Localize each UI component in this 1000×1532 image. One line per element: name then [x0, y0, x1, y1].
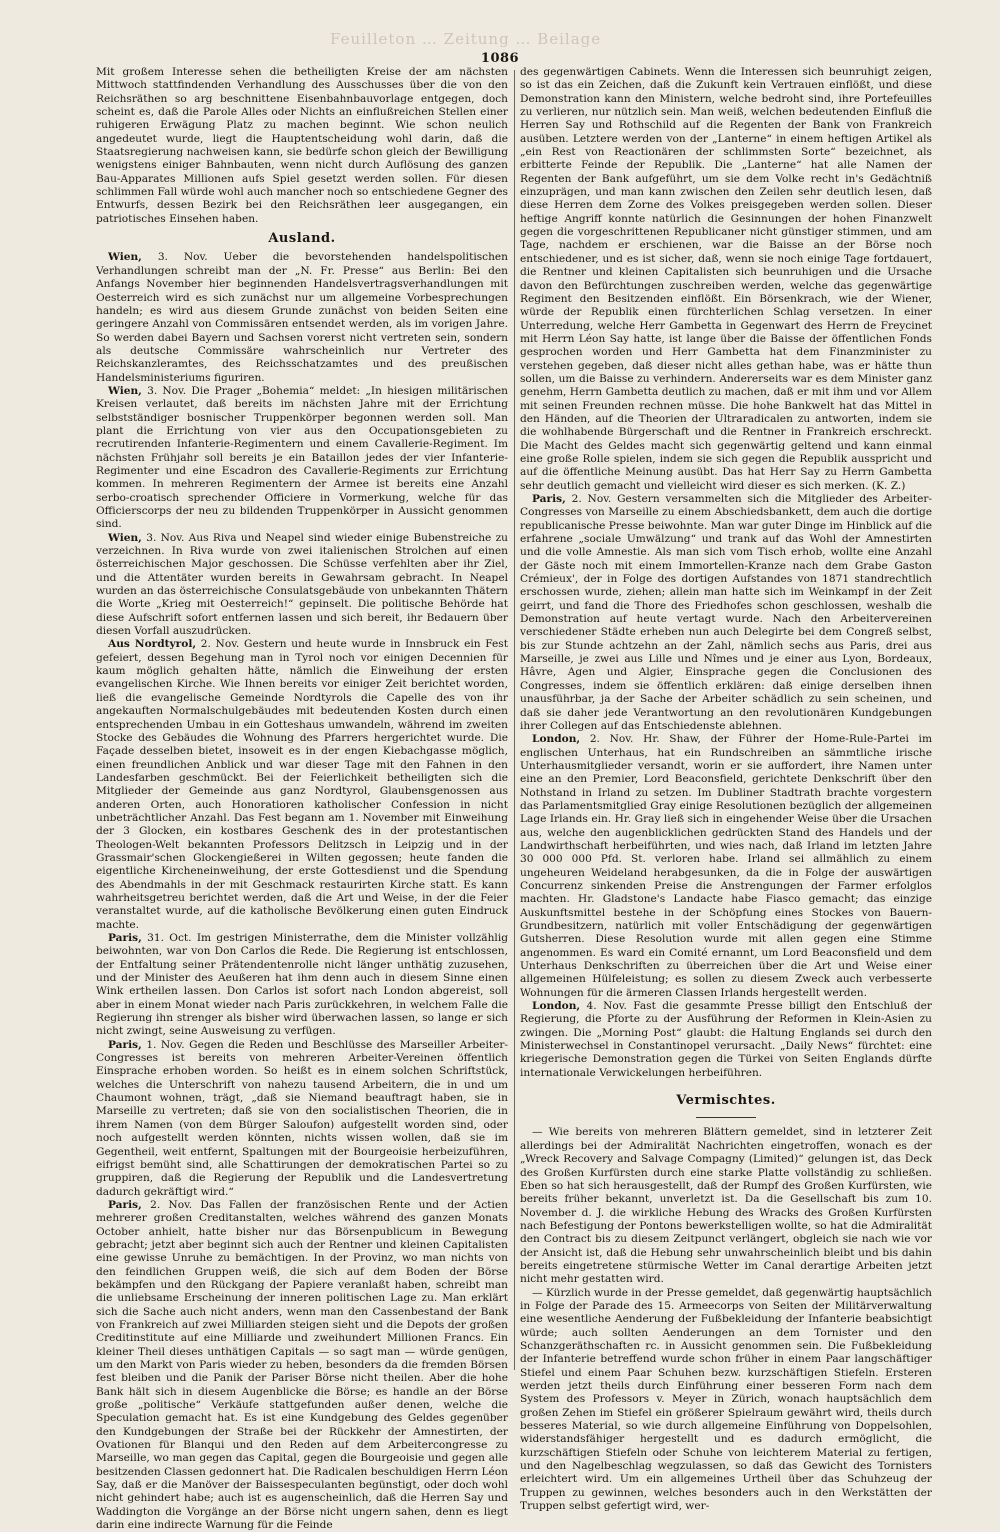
article-paris-4: [520, 493, 932, 733]
section-heading-ausland: Ausland.: [268, 231, 336, 247]
dateline-place: Wien,: [108, 384, 142, 397]
dateline-place: Paris,: [108, 1198, 142, 1211]
article-text: 3. Nov. Aus Riva und Neapel sind wieder einige Bubenstreiche zu verzeichnen. In Riva wurde von zwei italienischen Strolchen auf einen österreichischen Major geschossen. Die Schüsse verfehlten aber ihr Ziel, und die Attentäter wurden bereits in Gewahrsam gebracht. In Neapel wurden an das österreichische Consulatsgebäude von unbekannten Thätern die Worte „Krieg mit Oesterreich!“ gepinselt. Die politische Behörde hat diese Aufschrift sofort entfernen lassen und sich bereit, ihr Bedauern über diesen Vorfall auszudrücken.: [96, 531, 508, 638]
dateline-place: Paris,: [108, 1038, 142, 1051]
article-london-1: [520, 733, 932, 1000]
dateline-place: London,: [532, 1000, 581, 1013]
article-paris-3: [96, 1199, 508, 1532]
paragraph-eisenbahn: Mit großem Interesse sehen die betheiligten Kreise der am nächsten Mittwoch stattfindenden Verhandlung des Ausschusses über die von den Reichsräthen so arg beschnittene Eisenbahnbauvorlage entgegen, doch scheint es, daß die Parole Alles oder Nichts an einflußreichen Stellen einer ruhigeren Erwägung Platz zu machen beginnt. Wie schon neulich angedeutet wurde, liegt die Hauptentscheidung wohl darin, daß die Staatsregierung nachweisen kann, sie bedürfe schon gleich der Bewilligung wenigstens einiger Bahnbauten, wenn nicht durch Auflösung des ganzen Bau-Apparates Millionen aufs Spiel gesetzt werden sollen. Für diesen schlimmen Fall würde wohl auch mancher noch so entschiedene Gegner des Entwurfs, dessen Bezirk bei den Reichsräthen leer ausgegangen, ein patriotisches Einsehen haben.: [96, 66, 508, 225]
article-paris-2: [96, 1039, 508, 1199]
article-text: 3. Nov. Ueber die bevorstehenden handelspolitischen Verhandlungen schreibt man der „N. Fr. Presse“ aus Berlin: Bei den Anfangs November hier beginnenden Handelsvertragsverhandlungen mit Oesterreich wird es sich zunächst nur um allgemeine Vorbesprechungen handeln; es wird aus diesem Grunde zunächst von beiden Seiten eine geringere Anzahl von Commissären entsendet werden, als im vorigen Jahre. So werden dabei Bayern und Sachsen vorerst nicht vertreten sein, sondern als deutsche Commissäre wahrscheinlich nur Vertreter des Reichskanzleramtes, des Reichsschatzamtes und des preußischen Handelsministeriums figuriren.: [96, 251, 508, 384]
article-text: 2. Nov. Das Fallen der französischen Rente und der Actien mehrerer großen Creditanstalten, welches während des ganzen Monats October anhielt, hatte bisher nur das Börsenpublicum in Bewegung gebracht; jetzt aber beginnt sich auch der Rentner und kleinen Capitalisten eine gewisse Unruhe zu bemächtigen. In der Provinz, wo man nichts von den feindlichen Gruppen weiß, die sich auf dem Boden der Börse bekämpfen und den Rückgang der Papiere veranlaßt haben, schreibt man die unliebsame Erscheinung der inneren politischen Lage zu. Man erklärt sich die Sache auch nicht anders, wenn man den Cassenbestand der Bank von Frankreich auf zwei Milliarden steigen sieht und die Depots der großen Creditinstitute auf eine Milliarde und zweihundert Millionen Francs. Ein kleiner Theil dieses unthätigen Capitals — so sagt man — würde genügen, um den Markt von Paris wieder zu heben, besonders da die fremden Börsen fest bleiben und die Panik der Pariser Börse nicht theilen. Aber die hohe Bank hält sich in diesem Augenblicke die Börse; es handle an der Börse große „politische“ Verkäufe stattgefunden außer denen, welche die Speculation gemacht hat. Es ist eine Kundgebung des Geldes gegenüber den Kundgebungen der Straße bei der Rückkehr der Amnestirten, der Ovationen für Blanqui und den Reden auf dem Arbeitercongresse zu Marseille, wo man gegen das Capital, gegen die Bourgeoisie und gegen alle besitzenden Classen gedonnert hat. Die Radicalen beschuldigen Herrn Léon Say, daß er die Manöver der Baissespeculanten begünstigt, oder doch wohl nicht gehindert habe; auch ist es augenscheinlich, daß die Herren Say und Waddington die Vorgänge an der Börse nicht ungern sahen, denn es liegt darin eine indirecte Warnung für die Feinde: [96, 1198, 509, 1532]
dateline-place: Paris,: [532, 493, 566, 505]
page-number: 1086: [480, 51, 520, 66]
article-text: 4. Nov. Fast die gesammte Presse billigt den Entschluß der Regierung, die Pforte zu der Ausführung der Reformen in Klein-Asien zu zwingen. Die „Morning Post“ glaubt: die Haltung Englands sei durch den Ministerwechsel in Constantinopel verursacht. „Daily News“ fürchtet: eine kriegerische Demonstration gegen die Türkei von Seiten Englands dürfte internationale Verwickelungen herbeiführen.: [520, 1000, 932, 1079]
article-text: 2. Nov. Hr. Shaw, der Führer der Home-Rule-Partei im englischen Unterhaus, hat ein Rundschreiben an sämmtliche irische Unterhausmitglieder versandt, worin er sie auffordert, ihre Namen unter eine an den Premier, Lord Beaconsfield, gerichtete Denkschrift über den Nothstand in Irland zu setzen. Im Dubliner Stadtrath brachte vorgestern das Parlamentsmitglied Gray einige Resolutionen bezüglich der allgemeinen Lage Irlands ein. Hr. Gray ließ sich in eingehender Weise über die Ursachen aus, welche den augenblicklichen gedrückten Stand des Handels und der Landwirthschaft herbeiführten, und wies nach, daß Irland im letzten Jahre 30 000 000 Pfd. St. verloren habe. Irland sei allmählich zu einem ungeheuren Weideland herabgesunken, da die in Folge der auswärtigen Concurrenz sinkenden Preise die Anstrengungen der Farmer erfolglos machten. Hr. Gladstone's Landacte habe Fiasco gemacht; das einzige Auskunftsmittel bestehe in der Schöpfung eines Stockes von Bauern-Grundbesitzern, natürlich mit voller Entschädigung der gegenwärtigen Gutsherren. Diese Resolution wurde mit allen gegen eine Stimme angenommen. Es ward ein Comité ernannt, um Lord Beaconsfield und dem Unterhaus Denkschriften zu überreichen über die Art und Weise einer allgemeinen Hülfeleistung; es sollen zu diesem Zweck auch verbesserte Wohnungen für die ärmeren Classen Irlands hergestellt werden.: [520, 733, 932, 999]
column-rule: [514, 70, 515, 1370]
column-left: [96, 66, 509, 1532]
dateline-place: Paris,: [108, 932, 142, 944]
article-vermischtes-1: — Wie bereits von mehreren Blättern gemeldet, sind in letzterer Zeit allerdings bei der Admiralität Nachrichten eingetroffen, wonach es der „Wreck Recovery and Salvage Compagny (Limited)“ gelungen ist, das Deck des Großen Kurfürsten durch eine starke Platte vollständig zu schließen. Eben so hat sich herausgestellt, daß der Rumpf des Großen Kurfürsten, wie bereits früher bekannt, unverletzt ist. Da die Gesellschaft bis zum 10. November d. J. die wirkliche Hebung des Wracks des Großen Kurfürsten nach Befestigung der Pontons bewerkstelligen wollte, so hat die Admiralität den Contract bis zu diesem Zeitpunct verlängert, obgleich sie nach wie vor der Ansicht ist, daß die Hebung sehr unwahrscheinlich bleibt und bis dahin bereits eingetretene stürmische Wetter im Canal derartige Arbeiten jetzt nicht mehr gestatten wird.: [520, 1126, 932, 1286]
article-text: 3. Nov. Die Prager „Bohemia“ meldet: „In hiesigen militärischen Kreisen verlautet, daß bereits im nächsten Jahre mit der Errichtung selbstständiger bosnischer Truppenkörper begonnen werden soll. Man plant die Errichtung von vier aus den Occupationsgebieten zu recrutirenden Infanterie-Regimentern und einem Cavallerie-Regiment. Im nächsten Frühjahr soll bereits je ein Bataillon jedes der vier Infanterie-Regimenter und eine Escadron des Cavallerie-Regiments zur Errichtung kommen. In mehreren Regimentern der Armee ist bereits eine Anzahl serbo-croatisch sprechender Officiere in Vormerkung, welche für das Officierscorps der neu zu bildenden Truppenkörper in Aussicht genommen sind.: [96, 384, 508, 531]
article-text: 1. Nov. Gegen die Reden und Beschlüsse des Marseiller Arbeiter-Congresses ist bereits von mehreren Arbeiter-Vereinen öffentlich Einsprache erhoben worden. So heißt es in einem solchen Schriftstück, welches die Unterschrift von nahezu tausend Arbeitern, die in und um Chaumont wohnen, trägt, „daß sie Niemand beauftragt haben, sie in Marseille zu vertreten; daß sie von den socialistischen Theorien, die in ihrem Namen (von dem Bürger Saloufon) aufgestellt worden sind, oder noch aufgestellt werden könnten, nichts wissen wollen, daß sie im Gegentheil, weit entfernt, Spaltungen mit der Bourgeoisie herbeizuführen, eifrigst bemüht sind, alle Schattirungen der demokratischen Partei so zu gruppiren, daß die Regierung der Republik und die Landesvertretung dadurch gekräftigt wird.“: [96, 1038, 508, 1198]
article-text: 2. Nov. Gestern versammelten sich die Mitglieder des Arbeiter-Congresses von Marseille zu einem Abschiedsbankett, dem auch die dortige republicanische Presse beiwohnte. Man war guter Dinge im Hinblick auf die erfahrene „sociale Umwälzung“ und trank auf das Wohl der Amnestirten und die volle Amnestie. Als man sich vom Tisch erhob, wollte eine Anzahl der Gäste noch mit einem Immortellen-Kranze nach dem Grabe Gaston Crémieux', der in Folge des dortigen Aufstandes von 1871 standrechtlich erschossen wurde, ziehen; allein man hatte sich im Weinkampf in der Zeit geirrt, und fand die Thore des Friedhofes schon geschlossen, weshalb die Demonstration auf heute vertagt wurde. Nach den Arbeitervereinen verschiedener Städte erheben nun auch Delegirte bei dem Congreß selbst, bis zur Stunde achtzehn an der Zahl, nämlich sechs aus Paris, drei aus Marseille, je zwei aus Lille und Nîmes und je einer aus Lyon, Bordeaux, Hâvre, Agen und Algier, Einsprache gegen die Conclusionen des Congresses, indem sie öffentlich erklären: daß einige derselben ihnen unausführbar, ja der Sache der Arbeiter schädlich zu sein scheinen, und daß sie daher jede Verantwortung an den revolutionären Kundgebungen ihrer Collegen auf das Entschiedenste ablehnen.: [520, 493, 932, 732]
article-vermischtes-2: — Kürzlich wurde in der Presse gemeldet, daß gegenwärtig hauptsächlich in Folge der Parade des 15. Armeecorps von Seiten der Militärverwaltung eine wesentliche Aenderung der Fußbekleidung der Infanterie beabsichtigt würde; auch sollten Aenderungen an dem Tornister und den Schanzgeräthschaften rc. in Aussicht genommen sein. Die Fußbekleidung der Infanterie betreffend wurde schon früher in einem Paar langschäftiger Stiefel und einem Paar Schuhen bezw. kurzschäftigen Stiefeln. Ersteren werden jetzt theils durch Einführung einer besseren Form nach dem System des Professors v. Meyer in Zürich, wonach hauptsächlich dem großen Zehen im Stiefel ein größerer Spielraum gewährt wird, theils durch besseres Material, so wie durch allgemeine Einführung von Doppelsohlen, widerstandsfähiger hergestellt und es dadurch ermöglicht, die kurzschäftigen Stiefeln oder Schuhe von leichterem Material zu fertigen, und den Nagelbeschlag wegzulassen, so daß das Gewicht des Tornisters erleichtert wird. Um ein allgemeines Urtheil über das Schuhzeug der Truppen zu gewinnen, welches besonders auch in den Werkstätten der Truppen selbst gefertigt wird, wer-: [520, 1286, 932, 1513]
dateline-place: Wien,: [108, 531, 142, 544]
article-wien-3: [96, 532, 508, 639]
column-right: [520, 66, 932, 1513]
article-nordtyrol: [96, 638, 508, 932]
article-wien-2: [96, 385, 508, 532]
heading-rule: [696, 1117, 756, 1118]
article-london-2: [520, 1000, 932, 1080]
dateline-place: Wien,: [108, 251, 142, 264]
section-heading-vermischtes: Vermischtes.: [676, 1093, 776, 1109]
dateline-place: London,: [532, 733, 581, 746]
article-paris-1: [96, 932, 508, 1039]
article-text: 31. Oct. Im gestrigen Ministerrathe, dem die Minister vollzählig beiwohnten, war von Don Carlos die Rede. Die Regierung ist entschlossen, der Entfaltung seiner Prätendentenrolle nicht länger unthätig zuzusehen, und der Minister des Aeußeren hat ihm denn auch in diesem Sinne einen Wink ertheilen lassen. Don Carlos ist sofort nach London abgereist, soll aber in einem Monat wieder nach Paris zurückkehren, in welchem Falle die Regierung ihn strenger als bisher wird überwachen lassen, so lange er sich nicht zwingt, seine Ausweisung zu verfügen.: [96, 932, 508, 1038]
article-text: 2. Nov. Gestern und heute wurde in Innsbruck ein Fest gefeiert, dessen Begehung man in Tyrol noch vor einigen Decennien für kaum möglich gehalten hätte, nämlich die Einweihung der ersten evangelischen Kirche. Wie Ihnen bereits vor einiger Zeit berichtet worden, ließ die evangelische Gemeinde Nordtyrols die Capelle des von ihr angekauften Normalschulgebäudes mit bedeutenden Kosten durch einen entsprechenden Umbau in ein Gotteshaus umwandeln, während im zweiten Stocke des Gebäudes die Wohnung des Pfarrers hergerichtet wurde. Die Façade desselben bietet, insoweit es in der engen Kiebachgasse möglich, einen freundlichen Anblick und war dieser Tage mit den Fahnen in den Landesfarben geschmückt. Bei der Feierlichkeit betheiligten sich die Mitglieder der Gemeinde aus ganz Nordtyrol, Glaubensgenossen aus anderen Orten, auch Honoratioren katholischer Confession in nicht unbeträchtlicher Anzahl. Das Fest begann am 1. November mit Einweihung der 3 Glocken, ein kostbares Geschenk des in der protestantischen Theologen-Welt bekannten Professors Delitzsch in Leipzig und in der Grassmair'schen Glockengießerei in Wilten gegossen; heute fanden die eigentliche Kircheneinweihung, der erste Gottesdienst und die Spendung des Abendmahls in der mit Geschmack restaurirten Kirche statt. Es kann wahrheitsgetreu berichtet werden, daß die Art und Weise, in der die Feier veranstaltet wurde, auf die katholische Bevölkerung einen guten Eindruck machte.: [96, 638, 508, 931]
dateline-place: Aus Nordtyrol,: [108, 638, 197, 651]
article-paris-3-continued: des gegenwärtigen Cabinets. Wenn die Interessen sich beunruhigt zeigen, so ist das ein Zeichen, daß die Zukunft kein Vertrauen einflößt, und diese Demonstration kann den Ministern, welche bedroht sind, ihre Portefeuilles zu verlieren, nur nützlich sein. Man weiß, welchen bedeutenden Einfluß die Herren Say und Rothschild auf die Regenten der Bank von Frankreich ausüben. Letztere werden von der „Lanterne“ in einem heftigen Artikel als „ein Rest von Reactionären der schlimmsten Sorte“ bezeichnet, als erbitterte Feinde der Republik. Die „Lanterne“ hat alle Namen der Regenten der Bank aufgeführt, um sie dem Volke recht in's Gedächtniß einzuprägen, und man kann zwischen den Zeilen sehr deutlich lesen, daß diese Herren dem Zorne des Volkes preisgegeben werden sollen. Dieser heftige Angriff konnte natürlich die Gesinnungen der hohen Finanzwelt gegen die vorgeschrittenen Republicaner nicht günstiger stimmen, und am Tage, nachdem er erschienen, war die Baisse an der Börse noch entschiedener, und es ist sicher, daß, wenn sie noch einige Tage fortdauert, die Rentner und kleinen Capitalisten sich beunruhigen und die Ursache davon den Befürchtungen zuschreiben werden, welche das gegenwärtige Regiment den Besitzenden einflößt. Ein Börsenkrach, wie der Wiener, würde der Republik einen fürchterlichen Schlag versetzen. In einer Unterredung, welche Herr Gambetta in Gegenwart des Herrn de Freycinet mit Herrn Léon Say hatte, ist lange über die Baisse der öffentlichen Fonds gesprochen worden und Herr Gambetta hat dem Finanzminister zu verstehen gegeben, daß dieser nicht alles gethan habe, was er hätte thun sollen, um die Baisse zu verhindern. Andererseits war es dem Minister ganz genehm, Herrn Gambetta deutlich zu machen, daß er mit ihm und vor Allem mit seinen Freunden rechnen müsse. Die hohe Bankwelt hat das Mittel in den Händen, auf die Theorien der Ultraradicalen zu antworten, indem sie die wohlhabende Bürgerschaft und die Rentner in Frankreich erschreckt. Die Macht des Geldes macht sich gegenwärtig geltend und kann einmal eine große Rolle spielen, indem sie sich gegen die Republik ausspricht und auf die öffentliche Meinung ausübt. Das hat Herr Say zu Herrn Gambetta sehr deutlich gemacht und vielleicht wird dieser es sich merken. (K. Z.): [520, 66, 932, 492]
columns: [96, 66, 932, 1532]
article-wien-1: [96, 251, 508, 384]
bleed-through-text: Feuilleton … Zeitung … Beilage: [330, 30, 602, 48]
